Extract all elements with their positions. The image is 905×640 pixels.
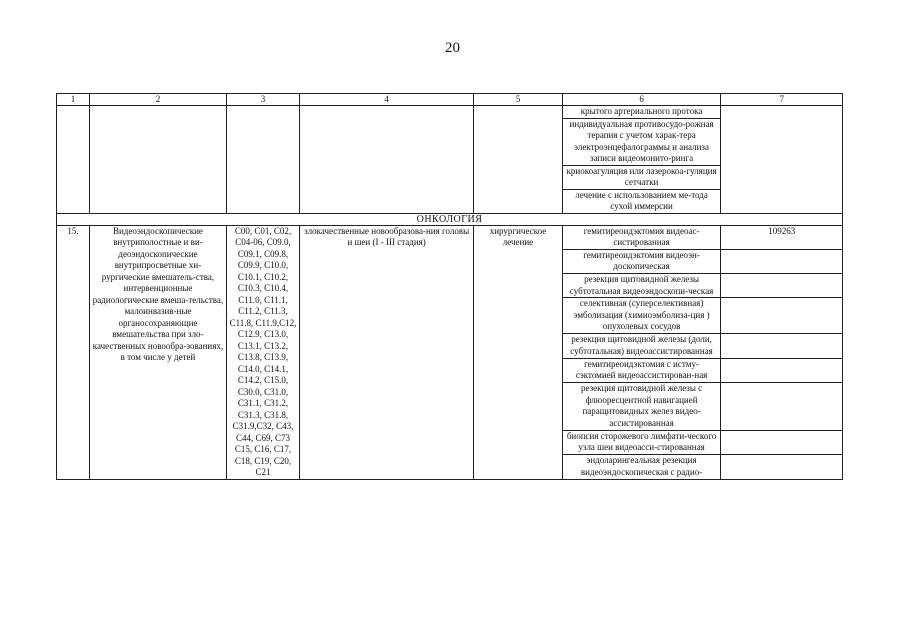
- continuation-row: [57, 106, 843, 119]
- row-cost-empty: [721, 334, 843, 358]
- row-method-1: гемитиреоидэктомия видеоас-систированная: [562, 225, 721, 249]
- table-header-row: [57, 94, 843, 106]
- row-care-type: Видеоэндоскопические внутриполостные и ви-деоэндоскопические внутрипросветные хи-рургические вмешатель-ства, интервенционные радиологические вмеша-тельства, малоинвазив-ные органосохраняющие вмешательства при зло-качественных новообра-зованиях, в том числе у детей: [89, 225, 226, 479]
- header-col-6: 6: [562, 94, 721, 106]
- header-col-5: 5: [474, 94, 563, 106]
- section-row: [57, 213, 843, 225]
- cont-method-4: лечение с использованием ме-тода сухой иммерсии: [562, 189, 721, 213]
- row-method-8: биопсия сторожевого лимфати-ческого узла шеи видеоасси-стированная: [562, 430, 721, 454]
- page-number: 20: [445, 40, 460, 56]
- row-method-5: резекция щитовидной железы (доли, субтотальная) видеоассистированная: [562, 334, 721, 358]
- row-cost-empty: [721, 298, 843, 334]
- row-patient-model: злокачественные новообразова-ния головы и шеи (I - III стадия): [300, 225, 474, 479]
- table-row: [57, 225, 843, 249]
- header-col-4: 4: [300, 94, 474, 106]
- header-col-7: 7: [721, 94, 843, 106]
- row-cost-empty: [721, 274, 843, 298]
- header-col-3: 3: [226, 94, 299, 106]
- row-method-2: гемитиреоидэктомия видеоэн-доскопическая: [562, 249, 721, 273]
- row-icd-codes: С00, С01, С02, С04-06, С09.0, С09.1, С09.8, С09.9, С10.0, С10.1, С10.2, С10.3, С10.4, С11.0, С11.1, С11.2, С11.3, С11.8, С11.9,С12, С12.9, С13.0, С13.1, С13.2, С13.8, С13.9, С14.0, С14.1, С14.2, С15.0, С30.0, С31.0, С31.1, С31.2, С31.3, С31.8, С31.9,С32, С43, С44, С69, С73 С15, С16, С17, С18, С19, С20, С21: [226, 225, 299, 479]
- cont-col-1: [57, 106, 90, 214]
- row-number: 15.: [57, 225, 90, 479]
- row-method-6: гемитиреоидэктомия с истму-сэктомией видеоассистирован-ная: [562, 358, 721, 382]
- cont-col-5: [474, 106, 563, 214]
- cont-col-3: [226, 106, 299, 214]
- row-cost-empty: [721, 383, 843, 431]
- row-cost-empty: [721, 249, 843, 273]
- medical-care-table: [56, 93, 843, 480]
- cont-col-2: [89, 106, 226, 214]
- row-cost-empty: [721, 430, 843, 454]
- header-col-2: 2: [89, 94, 226, 106]
- cont-col-7: [721, 106, 843, 214]
- cont-method-2: индивидуальная противосудо-рожная терапия с учетом харак-тера электроэнцефалограммы и анализа записи видеомонито-ринга: [562, 118, 721, 165]
- row-cost-empty: [721, 358, 843, 382]
- row-cost-empty: [721, 455, 843, 479]
- cont-method-3: криокоагуляция или лазерокоа-гуляция сетчатки: [562, 165, 721, 189]
- section-title-oncology: ОНКОЛОГИЯ: [57, 213, 843, 225]
- row-method-4: селективная (суперселективная) эмболизация (химиоэмболиза-ция ) опухолевых сосудов: [562, 298, 721, 334]
- row-method-3: резекция щитовидной железы субтотальная видеоэндоскопи-ческая: [562, 274, 721, 298]
- header-col-1: 1: [57, 94, 90, 106]
- row-treatment-type: хирургическое лечение: [474, 225, 563, 479]
- row-cost: 109263: [721, 225, 843, 249]
- row-method-7: резекция щитовидной железы с флюоресцентной навигацией паращитовидных желез видео-ассистированная: [562, 383, 721, 431]
- row-method-9: эндоларингеальная резекция видеоэндоскопическая с радио-: [562, 455, 721, 479]
- cont-method-1: крытого артериального протока: [562, 106, 721, 119]
- cont-col-4: [300, 106, 474, 214]
